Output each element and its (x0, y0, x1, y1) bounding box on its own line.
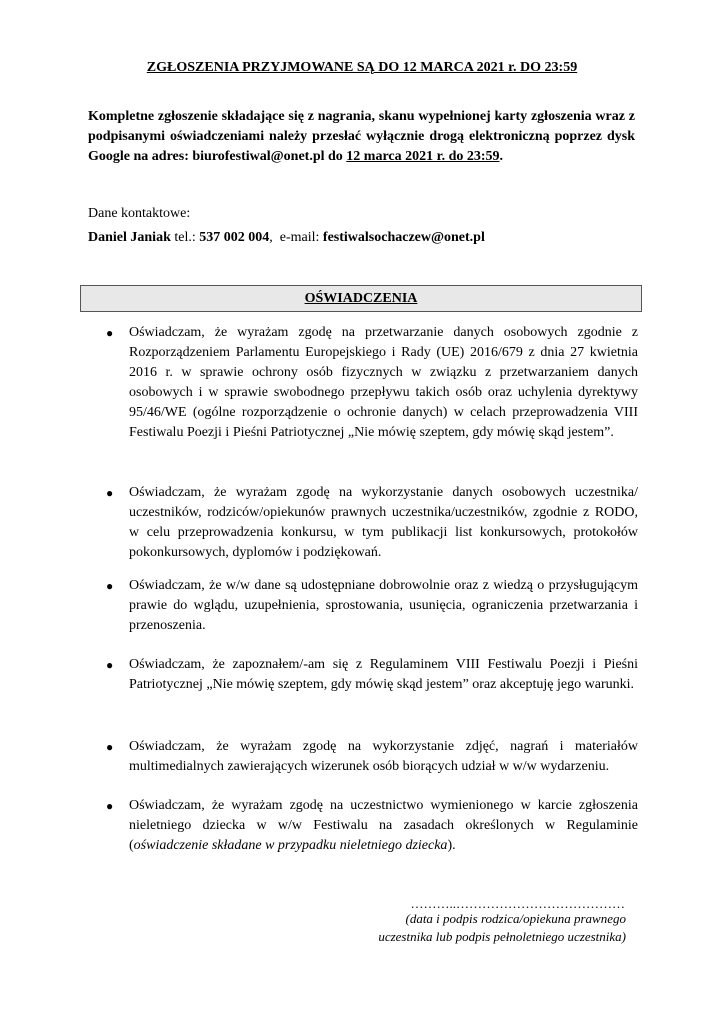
bullet-icon: ● (106, 486, 114, 500)
section-header (80, 285, 642, 312)
contact-line (88, 230, 485, 246)
contact-email: festiwalsochaczew@onet.pl (322, 230, 485, 245)
intro-text: Kompletne zgłoszenie składające się z nagrania, skanu wypełnionej karty zgłoszenia wraz z podpisanymi oświadczeniami należy przesłać wyłącznie drogą elektroniczną poprzez dysk Google na adres: biurofestiwal@onet.pl do (88, 109, 635, 164)
declaration-item (88, 655, 638, 695)
declaration-text: Oświadczam, że zapoznałem/-am się z Regulaminem VIII Festiwalu Poezji i Pieśni Patriotycznej „Nie mówię szeptem, gdy mówię skąd jestem” oraz akceptuję jego warunki. (129, 657, 638, 692)
bullet-icon: ● (106, 326, 114, 340)
declaration-item (88, 576, 638, 636)
declaration-text: Oświadczam, że w/w dane są udostępniane dobrowolnie oraz z wiedzą o przysługującym prawie do wglądu, uzupełnienia, sprostowania, usunięcia, ograniczenia przetwarzania i przenoszenia. (129, 578, 638, 633)
declaration-last-italic: oświadczenie składane w przypadku nieletniego dziecka (133, 838, 448, 853)
declaration-text: Oświadczam, że wyrażam zgodę na wykorzystanie zdjęć, nagrań i materiałów multimedialnych zawierających wizerunek osób biorących udział w w/w wydarzeniu. (129, 739, 638, 774)
bullet-icon: ● (106, 740, 114, 754)
bullet-icon: ● (106, 799, 114, 813)
declaration-text: Oświadczam, że wyrażam zgodę na wykorzystanie danych osobowych uczestnika/ uczestników, rodziców/opiekunów prawnych uczestnika/uczestników, zgodnie z RODO, w celu przeprowadzenia konkursu, w tym publikacji list konkursowych, protokołów pokonkursowych, dyplomów i podziękowań. (129, 485, 638, 560)
contact-email-label: , e-mail: (269, 230, 323, 245)
intro-paragraph (88, 107, 635, 167)
declaration-last-end: ). (447, 838, 456, 853)
contact-name: Daniel Janiak (88, 230, 171, 245)
contact-tel-label: tel.: (170, 230, 200, 245)
declaration-item (88, 323, 638, 443)
declaration-last-text: Oświadczam, że wyrażam zgodę na uczestnictwo wymienionego w karcie zgłoszenia nieletniego dziecka w w/w Festiwalu na zasadach określonych w Regulaminie ( (129, 798, 638, 853)
contact-tel: 537 002 004 (199, 230, 270, 245)
section-title: OŚWIADCZENIA (304, 291, 418, 306)
signature-caption-line1: (data i podpis rodzica/opiekuna prawnego (405, 911, 626, 926)
declaration-text: Oświadczam, że wyrażam zgodę na przetwarzanie danych osobowych zgodnie z Rozporządzeniem Parlamentu Europejskiego i Rady (UE) 2016/679 z dnia 27 kwietnia 2016 r. w sprawie ochrony osób fizycznych w związku z przetwarzaniem danych osobowych i w sprawie swobodnego przepływu takich osób oraz uchylenia dyrektywy 95/46/WE (ogólne rozporządzenie o ochronie danych) w celach przeprowadzenia VIII Festiwalu Poezji i Pieśni Patriotycznej „Nie mówię szeptem, gdy mówię skąd jestem”. (129, 325, 638, 440)
bullet-icon: ● (106, 658, 114, 672)
page-heading: ZGŁOSZENIA PRZYJMOWANE SĄ DO 12 MARCA 2021 r. DO 23:59 (146, 60, 578, 75)
signature-caption (330, 910, 626, 946)
signature-caption-line2: uczestnika lub podpis pełnoletniego uczestnika) (378, 929, 626, 944)
intro-deadline: 12 marca 2021 r. do 23:59 (346, 149, 500, 164)
declaration-item (88, 483, 638, 563)
declaration-item (88, 796, 638, 856)
intro-end: . (499, 149, 504, 164)
declaration-text (129, 796, 638, 856)
bullet-icon: ● (106, 579, 114, 593)
declaration-item (88, 737, 638, 777)
signature-line: ………..………………………………… (410, 896, 625, 911)
contact-label: Dane kontaktowe: (88, 206, 191, 221)
